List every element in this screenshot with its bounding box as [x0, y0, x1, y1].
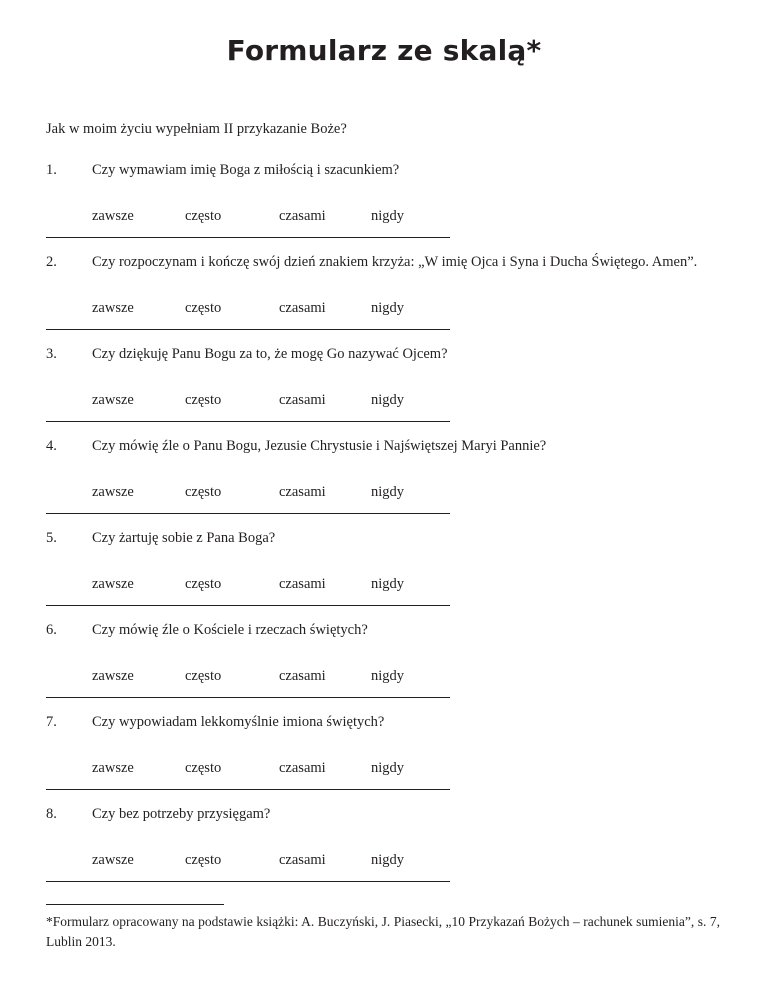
- question-number: 6.: [46, 622, 57, 638]
- question-number: 2.: [46, 254, 57, 270]
- question-item: [46, 162, 746, 254]
- question-item: [46, 714, 746, 806]
- footnote: *Formularz opracowany na podstawie książki: A. Buczyński, J. Piasecki, „10 Przykazań Bożych – rachunek sumienia”, s. 7, Lublin 2013.: [46, 914, 720, 949]
- answer-option-zawsze[interactable]: zawsze: [92, 760, 134, 776]
- question-text: Czy rozpoczynam i kończę swój dzień znakiem krzyża: „W imię Ojca i Syna i Ducha Świętego. Amen”.: [92, 254, 698, 270]
- intro-question: Jak w moim życiu wypełniam II przykazanie Boże?: [46, 121, 347, 137]
- answer-option-czasami[interactable]: czasami: [279, 300, 326, 316]
- question-number: 3.: [46, 346, 57, 362]
- answer-option-czasami[interactable]: czasami: [279, 852, 326, 868]
- question-divider: [46, 697, 450, 698]
- question-number: 5.: [46, 530, 57, 546]
- answer-option-nigdy[interactable]: nigdy: [371, 760, 405, 776]
- question-text: Czy mówię źle o Kościele i rzeczach świętych?: [92, 622, 368, 638]
- question-item: [46, 806, 746, 898]
- question-text: Czy wymawiam imię Boga z miłością i szacunkiem?: [92, 162, 400, 178]
- question-divider: [46, 605, 450, 606]
- answer-option-czasami[interactable]: czasami: [279, 668, 326, 684]
- answer-option-nigdy[interactable]: nigdy: [371, 208, 405, 224]
- answer-option-czesto[interactable]: często: [185, 300, 222, 316]
- question-text: Czy bez potrzeby przysięgam?: [92, 806, 271, 822]
- answer-option-nigdy[interactable]: nigdy: [371, 668, 405, 684]
- answer-option-czesto[interactable]: często: [185, 668, 222, 684]
- answer-option-czasami[interactable]: czasami: [279, 392, 326, 408]
- page-title: Formularz ze skalą*: [226, 34, 542, 67]
- question-text: Czy wypowiadam lekkomyślnie imiona świętych?: [92, 714, 385, 730]
- answer-option-czasami[interactable]: czasami: [279, 576, 326, 592]
- answer-option-czesto[interactable]: często: [185, 760, 222, 776]
- answer-option-zawsze[interactable]: zawsze: [92, 300, 134, 316]
- question-item: [46, 622, 746, 714]
- question-text: Czy mówię źle o Panu Bogu, Jezusie Chrystusie i Najświętszej Maryi Pannie?: [92, 438, 547, 454]
- answer-option-czasami[interactable]: czasami: [279, 760, 326, 776]
- question-number: 7.: [46, 714, 57, 730]
- answer-option-nigdy[interactable]: nigdy: [371, 576, 405, 592]
- question-text: Czy dziękuję Panu Bogu za to, że mogę Go nazywać Ojcem?: [92, 346, 448, 362]
- answer-option-nigdy[interactable]: nigdy: [371, 300, 405, 316]
- question-item: [46, 438, 746, 530]
- question-divider: [46, 329, 450, 330]
- question-number: 8.: [46, 806, 57, 822]
- question-divider: [46, 789, 450, 790]
- footnote-divider: [46, 904, 224, 905]
- answer-option-czasami[interactable]: czasami: [279, 208, 326, 224]
- question-divider: [46, 237, 450, 238]
- question-divider: [46, 881, 450, 882]
- answer-option-czesto[interactable]: często: [185, 208, 222, 224]
- question-number: 4.: [46, 438, 57, 454]
- question-text: Czy żartuję sobie z Pana Boga?: [92, 530, 276, 546]
- answer-option-nigdy[interactable]: nigdy: [371, 484, 405, 500]
- answer-option-zawsze[interactable]: zawsze: [92, 208, 134, 224]
- answer-option-nigdy[interactable]: nigdy: [371, 852, 405, 868]
- answer-option-czesto[interactable]: często: [185, 576, 222, 592]
- question-item: [46, 530, 746, 622]
- answer-option-zawsze[interactable]: zawsze: [92, 484, 134, 500]
- answer-option-czasami[interactable]: czasami: [279, 484, 326, 500]
- answer-option-czesto[interactable]: często: [185, 392, 222, 408]
- question-divider: [46, 513, 450, 514]
- question-number: 1.: [46, 162, 57, 178]
- answer-option-zawsze[interactable]: zawsze: [92, 392, 134, 408]
- answer-option-zawsze[interactable]: zawsze: [92, 576, 134, 592]
- answer-option-czesto[interactable]: często: [185, 484, 222, 500]
- answer-option-nigdy[interactable]: nigdy: [371, 392, 405, 408]
- question-item: [46, 346, 746, 438]
- answer-option-zawsze[interactable]: zawsze: [92, 668, 134, 684]
- question-divider: [46, 421, 450, 422]
- question-item: [46, 254, 746, 346]
- answer-option-zawsze[interactable]: zawsze: [92, 852, 134, 868]
- answer-option-czesto[interactable]: często: [185, 852, 222, 868]
